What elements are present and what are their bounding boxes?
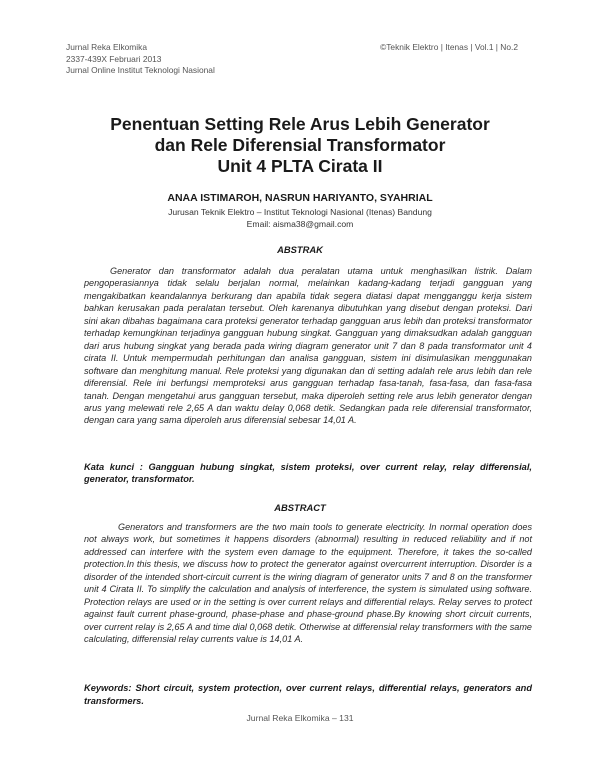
- abstrak-keywords: Kata kunci : Gangguan hubung singkat, sistem proteksi, over current relay, relay differensial, generator, transformator.: [84, 462, 532, 485]
- author-affiliation-block: [60, 207, 540, 230]
- abstract-paragraph: Generators and transformers are the two main tools to generate electricity. In normal operation does not always work, but sometimes it happens disorders (abnormal) resulting in reduced reliability and if not addressed can interfere with the system even damage to the equipment. Therefore, it takes the so-called protection.In this thesis, we discuss how to protect the generator against overcurrent interruption. Disorder is a disorder of the intended short-circuit current is the wiring diagram of generator units 7 and 8 on the transformer unit 4 Cirata II. To simplify the calculation and analysis of interference, the system is simulated using software. Protection relays are used or in the setting is over current relays and differential relays. Relay serves to protect against fault current phase-ground, phase-phase and phase-ground phase.By knowing short circuit currents, over current relay is 2,65 A and time dial 0,068 detik. Otherwise at differensial relay transformers with the same calculating, differensial relay currents value is 14,01 A.: [84, 522, 532, 645]
- title-line: Unit 4 PLTA Cirata II: [217, 156, 383, 176]
- abstrak-body: [84, 265, 532, 427]
- journal-header-left: [66, 42, 215, 77]
- title-line: Penentuan Setting Rele Arus Lebih Generator: [110, 114, 490, 134]
- paper-authors: ANAA ISTIMAROH, NASRUN HARIYANTO, SYAHRIAL: [167, 192, 433, 204]
- paper-title: [60, 114, 540, 177]
- page-footer: Jurnal Reka Elkomika – 131: [246, 713, 354, 723]
- abstrak-paragraph: Generator dan transformator adalah dua peralatan utama untuk menghasilkan listrik. Dalam pengoperasiannya tidak selalu berjalan normal, melainkan kadang-kadang terjadi gangguan yang mengakibatkan keandalannya berkurang dan apabila tidak segera diatasi dapat mengganggu kerja sistem bahkan kerusakan pada peralatan tersebut. Oleh karenanya dibutuhkan yang disebut dengan proteksi. Dari sini akan dibahas bagaimana cara proteksi generator terhadap gangguan arus lebih dan proteksi transformator terhadap kemungkinan terjadinya gangguan hubung singkat. Gangguan yang dimaksudkan adalah gangguan dari arus hubung singkat yang berada pada wiring diagram generator unit 7 dan 8 pada transformator unit 4 cirata II. Untuk mempermudah perhitungan dan analisa gangguan, sistem ini disimulasikan menggunakan software dan menghitung manual. Rele proteksi yang digunakan dan di setting adalah rele arus lebih dan rele diferensial. Rele ini berfungsi memproteksi arus gangguan terhadap fasa-tanah, fasa-fasa, dan fasa-fasa tanah. Dengan mengetahui arus gangguan tersebut, maka diperoleh setting rele arus lebih generator dengan arus yang melewati rele 2,65 A dan waktu delay 0,068 detik. Sedangkan pada rele diferensial transformator, dengan cara yang sama diperoleh arus diferensial sebesar 14,01 A.: [84, 266, 532, 426]
- abstrak-heading: ABSTRAK: [277, 244, 323, 255]
- journal-name: Jurnal Reka Elkomika: [66, 42, 147, 52]
- title-line: dan Rele Diferensial Transformator: [154, 135, 446, 155]
- abstract-body: [84, 521, 532, 646]
- affiliation: Jurusan Teknik Elektro – Institut Teknologi Nasional (Itenas) Bandung: [168, 207, 432, 217]
- journal-header-right: ©Teknik Elektro | Itenas | Vol.1 | No.2: [380, 42, 518, 52]
- journal-issn-date: 2337-439X Februari 2013: [66, 53, 162, 64]
- abstract-keywords: Keywords: Short circuit, system protection, over current relays, differential relays, generators and transformers.: [84, 683, 532, 706]
- abstract-heading: ABSTRACT: [274, 502, 326, 513]
- author-email: Email: aisma38@gmail.com: [246, 218, 354, 229]
- journal-institution: Jurnal Online Institut Teknologi Nasional: [66, 65, 215, 76]
